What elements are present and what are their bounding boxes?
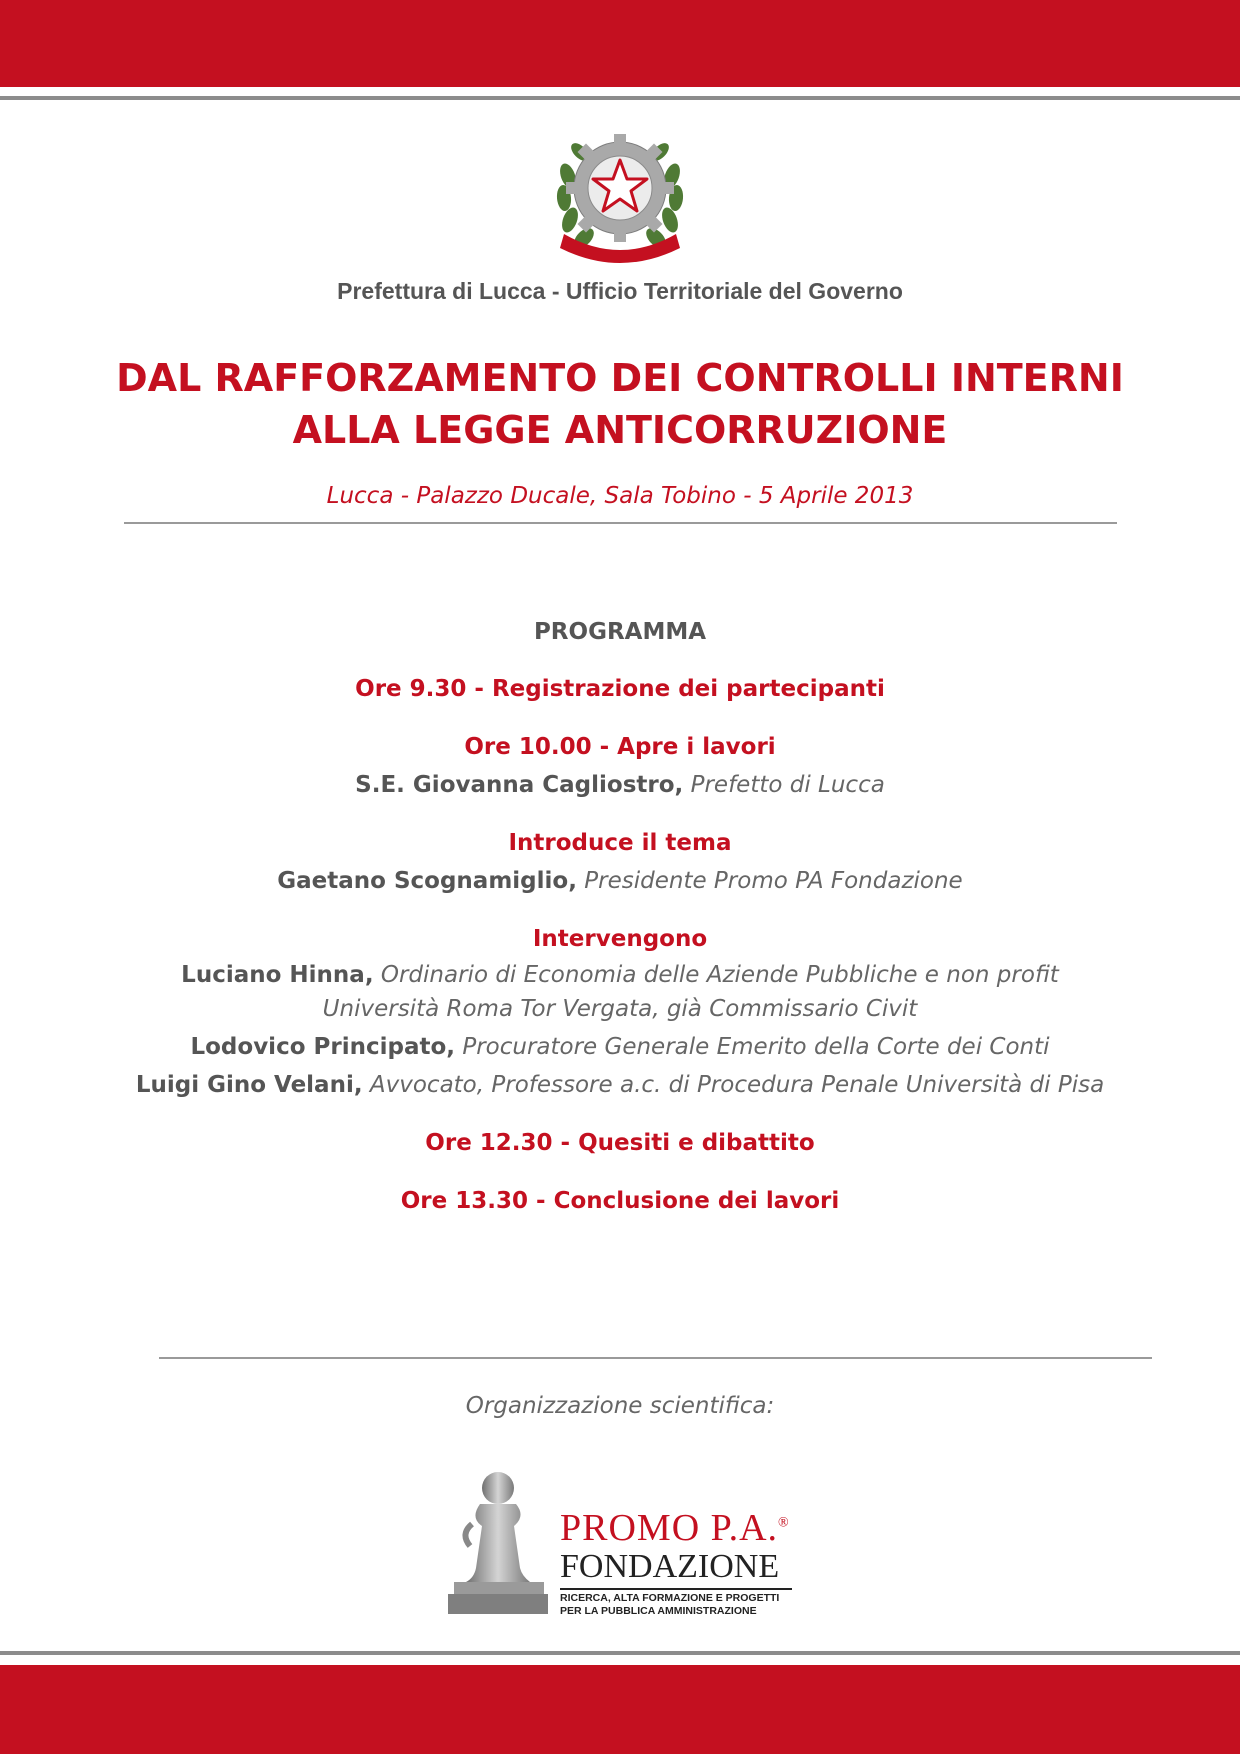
pawn-statue-icon	[430, 1468, 550, 1616]
intro-speaker	[0, 862, 1240, 900]
speaker-role-continued: Università Roma Tor Vergata, già Commissario Civit	[322, 996, 918, 1022]
speaker-hinna	[0, 958, 1240, 992]
speaker-name: Lodovico Principato,	[190, 1034, 456, 1060]
schedule-questions: Ore 12.30 - Quesiti e dibattito	[425, 1130, 815, 1156]
speaker-role: Avvocato, Professore a.c. di Procedura Penale Università di Pisa	[369, 1072, 1105, 1098]
speaker-hinna-affiliation	[0, 992, 1240, 1026]
speaker-role: Procuratore Generale Emerito della Corte dei Conti	[462, 1034, 1050, 1060]
speakers-heading: Intervengono	[532, 926, 708, 952]
logo-tagline-1: RICERCA, ALTA FORMAZIONE E PROGETTI	[560, 1592, 780, 1604]
speaker-role: Prefetto di Lucca	[690, 772, 885, 798]
program-section	[0, 612, 1240, 1220]
title-line-1: DAL RAFFORZAMENTO DEI CONTROLLI INTERNI	[116, 356, 1124, 400]
speaker-name: Gaetano Scognamiglio,	[277, 868, 577, 894]
intro-heading: Introduce il tema	[508, 830, 732, 856]
speaker-role: Ordinario di Economia delle Aziende Pubbliche e non profit	[380, 962, 1059, 988]
agency-name: Prefettura di Lucca - Ufficio Territoriale del Governo	[337, 278, 903, 304]
logo-tagline	[560, 1592, 800, 1618]
logo-name-text: PROMO P.A.	[560, 1507, 779, 1549]
speaker-name: S.E. Giovanna Cagliostro,	[355, 772, 684, 798]
program-heading: PROGRAMMA	[533, 619, 707, 645]
event-title	[0, 352, 1240, 456]
schedule-closing: Ore 13.30 - Conclusione dei lavori	[400, 1188, 840, 1214]
divider	[124, 522, 1117, 524]
schedule-opening: Ore 10.00 - Apre i lavori	[464, 734, 776, 760]
republic-emblem-icon	[550, 116, 690, 268]
promo-pa-logo	[430, 1468, 800, 1616]
opening-speaker	[0, 766, 1240, 804]
speaker-principato	[0, 1028, 1240, 1066]
organizer-label: Organizzazione scientifica:	[465, 1393, 775, 1419]
logo-name	[560, 1506, 790, 1550]
registered-mark: ®	[778, 1515, 790, 1531]
logo-rule	[560, 1588, 792, 1590]
top-gray-line	[0, 96, 1240, 100]
title-line-2: ALLA LEGGE ANTICORRUZIONE	[292, 408, 948, 452]
speaker-velani	[0, 1066, 1240, 1104]
bottom-red-band	[0, 1665, 1240, 1754]
speaker-name: Luigi Gino Velani,	[135, 1072, 363, 1098]
speaker-name: Luciano Hinna,	[181, 962, 374, 988]
divider	[159, 1357, 1152, 1359]
top-red-band	[0, 0, 1240, 87]
bottom-gray-line	[0, 1651, 1240, 1655]
event-venue-date: Lucca - Palazzo Ducale, Sala Tobino - 5 Aprile 2013	[326, 483, 914, 509]
speaker-role: Presidente Promo PA Fondazione	[584, 868, 963, 894]
logo-tagline-2: PER LA PUBBLICA AMMINISTRAZIONE	[560, 1605, 757, 1617]
schedule-registration: Ore 9.30 - Registrazione dei partecipanti	[355, 676, 885, 702]
logo-foundation: FONDAZIONE	[560, 1548, 780, 1585]
